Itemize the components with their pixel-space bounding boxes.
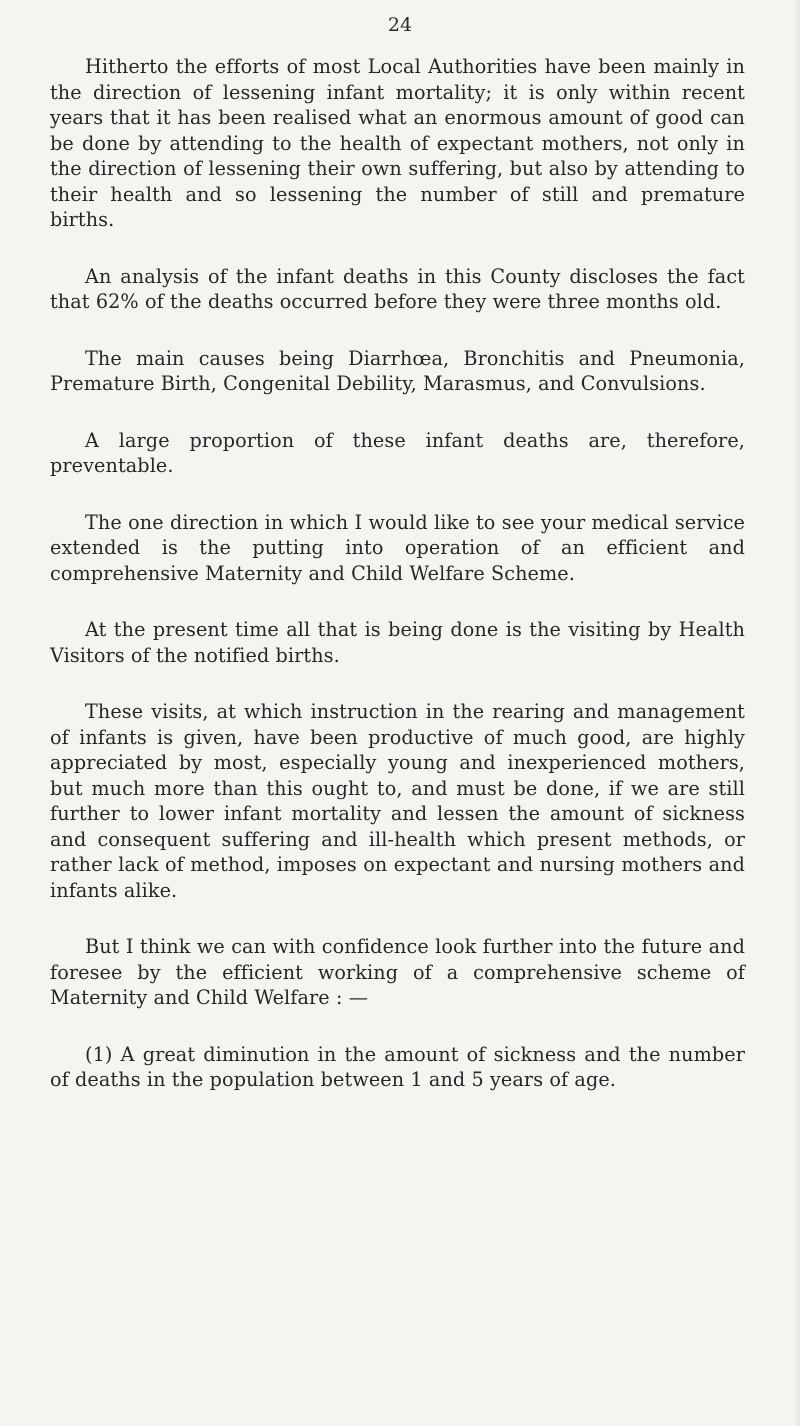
body-text [50,54,745,1093]
paragraph: A large proportion of these infant deaths are, therefore, preventable. [50,428,745,477]
paragraph: These visits, at which instruction in the rearing and management of infants is given, have been productive of much good, are highly appreciated by most, especially young and inexperienced mothers, but much more than this ought to, and must be done, if we are still further to lower infant mortality and lessen the amount of sickness and consequent suffering and ill-health which present methods, or rather lack of method, imposes on expectant and nursing mothers and infants alike. [50,700,745,902]
paragraph: The one direction in which I would like to see your medical service extended is the putting into operation of an efficient and comprehensive Maternity and Child Welfare Scheme. [50,510,745,585]
page-number: 24 [387,14,413,36]
paragraph: The main causes being Diarrhœa, Bronchitis and Pneumonia, Premature Birth, Congenital Debility, Marasmus, and Convulsions. [50,346,745,395]
paragraph: But I think we can with confidence look further into the future and foresee by the efficient working of a comprehensive scheme of Maternity and Child Welfare : — [50,935,745,1009]
paragraph: (1) A great diminution in the amount of sickness and the number of deaths in the population between 1 and 5 years of age. [50,1042,745,1091]
paragraph: An analysis of the infant deaths in this County discloses the fact that 62% of the deaths occurred before they were three months old. [50,264,745,313]
paragraph: Hitherto the efforts of most Local Authorities have been mainly in the direction of lessening infant mortality; it is only within recent years that it has been realised what an enormous amount of good can be done by attending to the health of expectant mothers, not only in the direction of lessening their own suffering, but also by attending to their health and so lessening the number of still and premature births. [50,55,745,231]
paragraph: At the present time all that is being done is the visiting by Health Visitors of the notified births. [50,618,745,667]
page-edge-shadow [792,0,800,1426]
